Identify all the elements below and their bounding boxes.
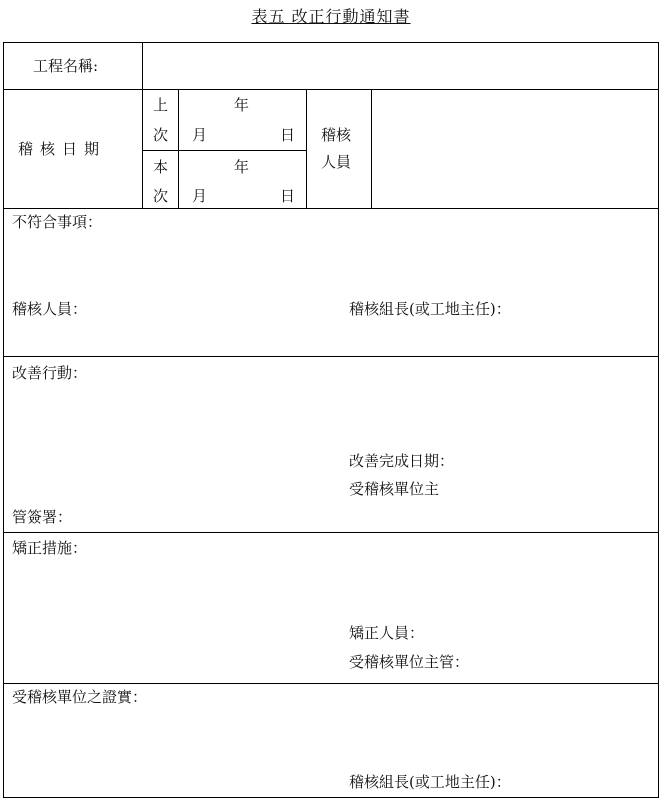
previous-year-label: 年 [234, 96, 250, 114]
col-divider [306, 89, 307, 208]
verification-leader-label: 稽核組長(或工地主任)： [349, 773, 511, 791]
project-name-label: 工程名稱: [33, 57, 99, 75]
previous-label-1: 上 [153, 96, 169, 114]
row-divider [3, 208, 659, 209]
current-label-2: 次 [153, 187, 169, 205]
form-title: 表五 改正行動通知書 [251, 7, 411, 26]
row-divider [3, 356, 659, 357]
nonconformity-label: 不符合事項： [12, 213, 103, 231]
completion-date-label: 改善完成日期： [349, 452, 455, 470]
previous-label-2: 次 [153, 126, 169, 144]
supervisor-sign-label-2: 管簽署： [12, 508, 73, 526]
col-divider [178, 89, 179, 208]
current-label-1: 本 [153, 158, 169, 176]
current-day-label: 日 [280, 187, 296, 205]
supervisor-sign-label-1: 受稽核單位主 [349, 480, 440, 498]
nonconformity-auditor-label: 稽核人員： [12, 300, 88, 318]
auditor-label-1: 稽核 [321, 126, 352, 144]
col-divider [142, 42, 143, 208]
correction-supervisor-label: 受稽核單位主管： [349, 653, 470, 671]
previous-day-label: 日 [280, 126, 296, 144]
col-divider [371, 89, 372, 208]
row-divider [3, 89, 659, 90]
auditor-name-field[interactable] [376, 95, 652, 201]
row-divider [3, 532, 659, 533]
previous-month-label: 月 [192, 126, 208, 144]
row-divider [3, 683, 659, 684]
correction-label: 矯正措施： [12, 539, 88, 557]
date-row-divider [142, 150, 306, 151]
current-year-label: 年 [234, 158, 250, 176]
nonconformity-leader-label: 稽核組長(或工地主任)： [349, 300, 511, 318]
corrector-label: 矯正人員： [349, 624, 425, 642]
current-month-label: 月 [192, 187, 208, 205]
auditor-label-2: 人員 [321, 153, 352, 171]
verification-label: 受稽核單位之證實： [12, 688, 148, 706]
audit-date-label: 稽核日期 [18, 140, 107, 158]
improvement-label: 改善行動： [12, 364, 88, 382]
project-name-field[interactable] [146, 56, 651, 76]
